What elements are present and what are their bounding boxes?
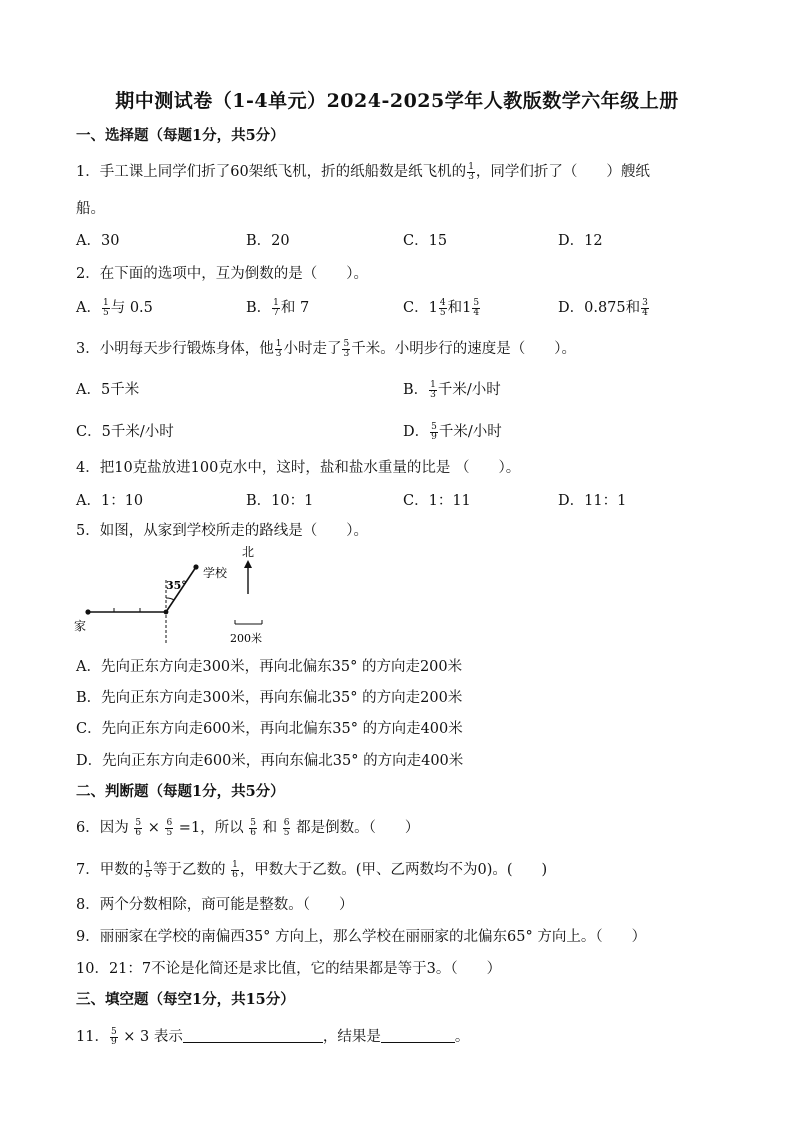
q4-option-c[interactable]: C．1：11 xyxy=(403,493,471,509)
school-label: 学校 xyxy=(203,566,228,580)
q3-option-a[interactable]: A．5千米 xyxy=(76,382,140,398)
angle-label: 35° xyxy=(166,579,187,592)
q4-option-b[interactable]: B．10：1 xyxy=(246,493,314,509)
question-3: 3．小明每天步行锻炼身体，他 $\frac{1}{3}$ 小时走了 $\frac{5}{3}$ 千米。小明步行的速度是（ ）。 xyxy=(76,338,576,359)
angle-arc xyxy=(166,598,174,600)
q4-option-d[interactable]: D．11：1 xyxy=(558,493,627,509)
q5-option-b[interactable]: B．先向正东方向走300米，再向东偏北35° 的方向走200米 xyxy=(76,690,463,706)
school-point xyxy=(193,564,198,569)
section-heading-choice: 一、选择题（每题1分，共5分） xyxy=(76,127,285,144)
question-9: 9．丽丽家在学校的南偏西35° 方向上，那么学校在丽丽家的北偏东65° 方向上。（ ） xyxy=(76,929,647,945)
route-diagram xyxy=(70,544,290,650)
question-4: 4．把10克盐放进100克水中，这时，盐和盐水重量的比是 （ ）。 xyxy=(76,460,521,476)
page-title: 期中测试卷（1-4单元）2024-2025学年人教版数学六年级上册 xyxy=(115,90,679,112)
answer-blank[interactable] xyxy=(381,1028,455,1043)
q2-option-a[interactable]: A． $\frac{1}{5}$ 与 0.5 xyxy=(76,297,153,318)
question-11: 11． $\frac{5}{9}$ × 3 表示 ，结果是 。 xyxy=(76,1026,470,1047)
question-2: 2．在下面的选项中，互为倒数的是（ ）。 xyxy=(76,266,368,282)
fraction: $\frac{1}{3}$ xyxy=(468,161,474,182)
home-label: 家 xyxy=(74,619,87,633)
q5-option-a[interactable]: A．先向正东方向走300米，再向北偏东35° 的方向走200米 xyxy=(76,659,463,675)
question-10: 10．21：7不论是化简还是求比值，它的结果都是等于3。（ ） xyxy=(76,961,502,977)
section-heading-judge: 二、判断题（每题1分，共5分） xyxy=(76,783,285,800)
question-8: 8．两个分数相除，商可能是整数。（ ） xyxy=(76,897,354,913)
question-5: 5．如图，从家到学校所走的路线是（ ）。 xyxy=(76,523,368,539)
q1-option-c[interactable]: C．15 xyxy=(403,233,448,249)
section-heading-fill: 三、填空题（每空1分，共15分） xyxy=(76,991,295,1008)
north-label: 北 xyxy=(242,545,255,559)
north-arrow-head-icon xyxy=(244,560,252,568)
home-point xyxy=(85,609,90,614)
question-1: 1．手工课上同学们折了60架纸飞机，折的纸船数是纸飞机的 $\frac{1}{3}$ ，同学们折了（ ）艘纸 xyxy=(76,161,650,182)
q3-option-d[interactable]: D． $\frac{5}{9}$ 千米/小时 xyxy=(403,421,502,442)
q1-option-b[interactable]: B．20 xyxy=(246,233,290,249)
q1-option-d[interactable]: D．12 xyxy=(558,233,603,249)
q1-option-a[interactable]: A．30 xyxy=(76,233,120,249)
question-1-line2: 船。 xyxy=(76,201,105,217)
answer-blank[interactable] xyxy=(183,1028,323,1043)
q2-option-d[interactable]: D．0.875和 $\frac{3}{4}$ xyxy=(558,297,648,318)
scale-label: 200米 xyxy=(230,632,262,645)
q2-option-b[interactable]: B． $\frac{1}{7}$ 和 7 xyxy=(246,297,310,318)
q2-option-c[interactable]: C．1 $\frac{4}{5}$ 和1 $\frac{5}{4}$ xyxy=(403,297,480,318)
q4-option-a[interactable]: A．1：10 xyxy=(76,493,144,509)
question-7: 7．甲数的 $\frac{1}{5}$ 等于乙数的 $\frac{1}{6}$ ，甲数大于乙数。(甲、乙两数均不为0)。( ) xyxy=(76,859,548,880)
q3-option-c[interactable]: C．5千米/小时 xyxy=(76,424,174,440)
q5-option-d[interactable]: D．先向正东方向走600米，再向东偏北35° 的方向走400米 xyxy=(76,753,464,769)
q5-option-c[interactable]: C．先向正东方向走600米，再向北偏东35° 的方向走400米 xyxy=(76,721,463,737)
q3-option-b[interactable]: B． $\frac{1}{3}$ 千米/小时 xyxy=(403,379,501,400)
question-6: 6．因为 $\frac{5}{6}$ × $\frac{6}{5}$ =1，所以 $\frac{5}{6}$ 和 $\frac{6}{5}$ 都是倒数。（ ） xyxy=(76,817,420,838)
